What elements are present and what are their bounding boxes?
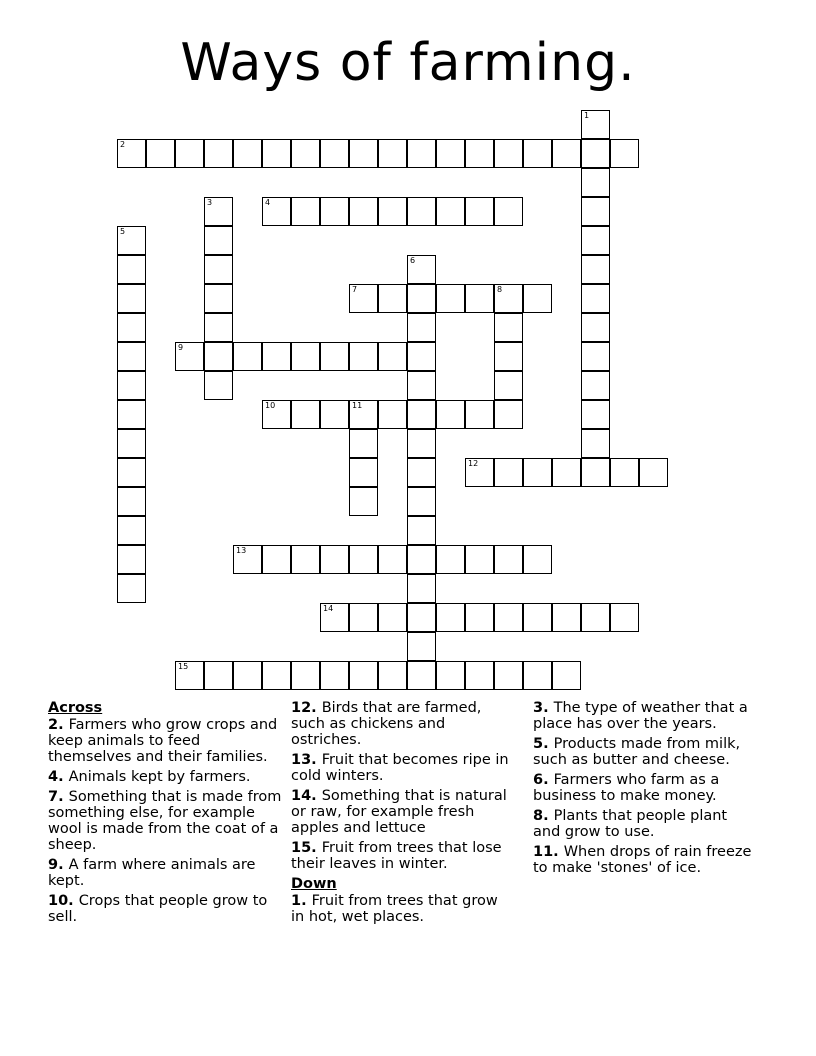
clue-item-text: Crops that people grow to sell. [48, 893, 268, 925]
grid-cell[interactable] [204, 197, 233, 226]
grid-cell[interactable] [494, 400, 523, 429]
grid-cell[interactable] [494, 139, 523, 168]
clue-item [48, 857, 286, 889]
grid-cell[interactable] [407, 313, 436, 342]
grid-cell[interactable] [378, 139, 407, 168]
clue-item-number: 6. [533, 772, 549, 788]
clue-item-text: Fruit that becomes ripe in cold winters. [291, 752, 509, 784]
clue-column-1 [48, 700, 286, 929]
clue-number: 11 [352, 401, 363, 410]
grid-cell[interactable] [117, 516, 146, 545]
grid-cell[interactable] [117, 429, 146, 458]
grid-cell[interactable] [262, 197, 291, 226]
grid-cell[interactable] [494, 371, 523, 400]
clue-item [533, 736, 753, 768]
grid-cell[interactable] [378, 603, 407, 632]
down-heading: Down [291, 876, 337, 892]
grid-cell[interactable] [204, 255, 233, 284]
clue-item-number: 4. [48, 769, 64, 785]
grid-cell[interactable] [349, 284, 378, 313]
grid-cell[interactable] [581, 110, 610, 139]
grid-cell[interactable] [494, 603, 523, 632]
grid-cell[interactable] [581, 458, 610, 487]
grid-cell[interactable] [436, 603, 465, 632]
grid-cell[interactable] [610, 603, 639, 632]
grid-cell[interactable] [552, 661, 581, 690]
clue-item [48, 769, 286, 785]
grid-cell[interactable] [320, 545, 349, 574]
grid-cell[interactable] [581, 226, 610, 255]
grid-cell[interactable] [494, 661, 523, 690]
grid-cell[interactable] [117, 545, 146, 574]
grid-cell[interactable] [523, 661, 552, 690]
grid-cell[interactable] [494, 284, 523, 313]
grid-cell[interactable] [465, 661, 494, 690]
clue-number: 5 [120, 227, 126, 236]
clue-item [291, 788, 513, 836]
grid-cell[interactable] [581, 255, 610, 284]
grid-cell[interactable] [407, 255, 436, 284]
grid-cell[interactable] [320, 661, 349, 690]
down-clue-list [291, 893, 513, 925]
grid-cell[interactable] [407, 574, 436, 603]
grid-cell[interactable] [349, 458, 378, 487]
clue-number: 1 [584, 111, 590, 120]
grid-cell[interactable] [262, 661, 291, 690]
across-clue-list-continued [291, 700, 513, 872]
grid-cell[interactable] [581, 139, 610, 168]
grid-cell[interactable] [407, 545, 436, 574]
grid-cell[interactable] [320, 603, 349, 632]
clue-number: 15 [178, 662, 189, 671]
grid-cell[interactable] [494, 342, 523, 371]
grid-cell[interactable] [204, 139, 233, 168]
clue-item-text: Fruit from trees that grow in hot, wet places. [291, 893, 498, 925]
clue-item-number: 2. [48, 717, 64, 733]
grid-cell[interactable] [291, 545, 320, 574]
grid-cell[interactable] [407, 487, 436, 516]
grid-cell[interactable] [465, 400, 494, 429]
grid-cell[interactable] [204, 284, 233, 313]
grid-cell[interactable] [610, 139, 639, 168]
clue-item-text: Farmers who grow crops and keep animals to feed themselves and their families. [48, 717, 278, 765]
grid-cell[interactable] [233, 139, 262, 168]
down-clue-list-continued [533, 700, 753, 876]
grid-cell[interactable] [378, 661, 407, 690]
grid-cell[interactable] [581, 284, 610, 313]
grid-cell[interactable] [581, 400, 610, 429]
clue-item [291, 700, 513, 748]
grid-cell[interactable] [262, 400, 291, 429]
grid-cell[interactable] [117, 313, 146, 342]
grid-cell[interactable] [291, 197, 320, 226]
grid-cell[interactable] [349, 197, 378, 226]
clue-number: 3 [207, 198, 213, 207]
clue-item [533, 772, 753, 804]
grid-cell[interactable] [581, 342, 610, 371]
grid-cell[interactable] [378, 342, 407, 371]
grid-cell[interactable] [523, 545, 552, 574]
grid-cell[interactable] [204, 342, 233, 371]
grid-cell[interactable] [204, 661, 233, 690]
grid-cell[interactable] [523, 139, 552, 168]
grid-cell[interactable] [465, 139, 494, 168]
grid-cell[interactable] [320, 139, 349, 168]
grid-cell[interactable] [494, 458, 523, 487]
clue-number: 14 [323, 604, 334, 613]
grid-cell[interactable] [494, 545, 523, 574]
grid-cell[interactable] [320, 197, 349, 226]
grid-cell[interactable] [117, 342, 146, 371]
grid-cell[interactable] [552, 458, 581, 487]
grid-cell[interactable] [291, 661, 320, 690]
clue-item-text: Birds that are farmed, such as chickens and ostriches. [291, 700, 482, 748]
grid-cell[interactable] [407, 632, 436, 661]
grid-cell[interactable] [407, 139, 436, 168]
grid-cell[interactable] [291, 400, 320, 429]
grid-cell[interactable] [436, 284, 465, 313]
grid-cell[interactable] [523, 284, 552, 313]
grid-cell[interactable] [581, 197, 610, 226]
clue-item-number: 11. [533, 844, 559, 860]
grid-cell[interactable] [523, 603, 552, 632]
clue-item-text: Something that is made from something else, for example wool is made from the coat of a sheep. [48, 789, 282, 853]
grid-cell[interactable] [465, 458, 494, 487]
grid-cell[interactable] [639, 458, 668, 487]
grid-cell[interactable] [291, 342, 320, 371]
clue-number: 8 [497, 285, 503, 294]
grid-cell[interactable] [436, 545, 465, 574]
grid-cell[interactable] [436, 400, 465, 429]
grid-cell[interactable] [407, 400, 436, 429]
grid-cell[interactable] [378, 197, 407, 226]
across-heading: Across [48, 700, 103, 716]
grid-cell[interactable] [117, 400, 146, 429]
grid-cell[interactable] [233, 545, 262, 574]
grid-cell[interactable] [117, 284, 146, 313]
grid-cell[interactable] [407, 661, 436, 690]
grid-cell[interactable] [494, 197, 523, 226]
clue-item-text: A farm where animals are kept. [48, 857, 256, 889]
grid-cell[interactable] [204, 313, 233, 342]
grid-cell[interactable] [117, 255, 146, 284]
clue-item-text: Fruit from trees that lose their leaves in winter. [291, 840, 502, 872]
grid-cell[interactable] [465, 603, 494, 632]
grid-cell[interactable] [349, 487, 378, 516]
grid-cell[interactable] [581, 371, 610, 400]
clue-item-text: Something that is natural or raw, for example fresh apples and lettuce [291, 788, 507, 836]
clue-item-text: Animals kept by farmers. [68, 769, 251, 785]
grid-cell[interactable] [349, 139, 378, 168]
grid-cell[interactable] [146, 139, 175, 168]
grid-cell[interactable] [407, 603, 436, 632]
clue-column-3 [533, 700, 753, 880]
grid-cell[interactable] [349, 661, 378, 690]
grid-cell[interactable] [407, 371, 436, 400]
grid-cell[interactable] [465, 197, 494, 226]
grid-cell[interactable] [581, 429, 610, 458]
grid-cell[interactable] [581, 168, 610, 197]
clue-number: 2 [120, 140, 126, 149]
grid-cell[interactable] [407, 516, 436, 545]
clue-number: 10 [265, 401, 276, 410]
clue-number: 7 [352, 285, 358, 294]
grid-cell[interactable] [233, 661, 262, 690]
grid-cell[interactable] [349, 400, 378, 429]
grid-cell[interactable] [175, 661, 204, 690]
clue-item [533, 844, 753, 876]
grid-cell[interactable] [465, 545, 494, 574]
grid-cell[interactable] [117, 574, 146, 603]
clue-column-2 [291, 700, 513, 929]
clue-item-text: Farmers who farm as a business to make money. [533, 772, 720, 804]
grid-cell[interactable] [465, 284, 494, 313]
grid-cell[interactable] [552, 603, 581, 632]
clue-item [291, 893, 513, 925]
clue-item-number: 7. [48, 789, 64, 805]
grid-cell[interactable] [175, 139, 204, 168]
grid-cell[interactable] [117, 458, 146, 487]
grid-cell[interactable] [117, 139, 146, 168]
grid-cell[interactable] [291, 139, 320, 168]
grid-cell[interactable] [349, 429, 378, 458]
grid-cell[interactable] [349, 603, 378, 632]
grid-cell[interactable] [320, 400, 349, 429]
clue-number: 4 [265, 198, 271, 207]
grid-cell[interactable] [552, 139, 581, 168]
grid-cell[interactable] [407, 197, 436, 226]
clue-item-text: When drops of rain freeze to make 'stones' of ice. [533, 844, 752, 876]
clue-item-number: 1. [291, 893, 307, 909]
clue-item [291, 752, 513, 784]
grid-cell[interactable] [581, 313, 610, 342]
clue-item-number: 3. [533, 700, 549, 716]
grid-cell[interactable] [349, 342, 378, 371]
grid-cell[interactable] [407, 342, 436, 371]
grid-cell[interactable] [204, 371, 233, 400]
grid-cell[interactable] [523, 458, 552, 487]
clue-item-text: Products made from milk, such as butter and cheese. [533, 736, 741, 768]
grid-cell[interactable] [436, 139, 465, 168]
grid-cell[interactable] [494, 313, 523, 342]
clue-item [533, 700, 753, 732]
grid-cell[interactable] [204, 226, 233, 255]
clue-number: 12 [468, 459, 479, 468]
puzzle-title: Ways of farming. [180, 33, 636, 93]
grid-cell[interactable] [320, 342, 349, 371]
grid-cell[interactable] [407, 429, 436, 458]
clue-item-text: Plants that people plant and grow to use. [533, 808, 728, 840]
grid-cell[interactable] [262, 545, 291, 574]
grid-cell[interactable] [262, 139, 291, 168]
clue-item-number: 15. [291, 840, 317, 856]
grid-cell[interactable] [349, 545, 378, 574]
clue-number: 13 [236, 546, 247, 555]
grid-cell[interactable] [378, 400, 407, 429]
clue-number: 6 [410, 256, 416, 265]
clue-item-number: 8. [533, 808, 549, 824]
grid-cell[interactable] [117, 371, 146, 400]
across-clue-list [48, 717, 286, 925]
clue-item [48, 717, 286, 765]
clue-item [48, 893, 286, 925]
grid-cell[interactable] [175, 342, 204, 371]
clue-item-number: 10. [48, 893, 74, 909]
grid-cell[interactable] [233, 342, 262, 371]
grid-cell[interactable] [436, 661, 465, 690]
grid-cell[interactable] [262, 342, 291, 371]
clue-item [533, 808, 753, 840]
grid-cell[interactable] [378, 545, 407, 574]
clue-item-number: 14. [291, 788, 317, 804]
grid-cell[interactable] [117, 487, 146, 516]
clue-item [291, 840, 513, 872]
grid-cell[interactable] [581, 603, 610, 632]
grid-cell[interactable] [436, 197, 465, 226]
grid-cell[interactable] [407, 284, 436, 313]
grid-cell[interactable] [117, 226, 146, 255]
grid-cell[interactable] [407, 458, 436, 487]
clue-item-number: 5. [533, 736, 549, 752]
clue-item [48, 789, 286, 853]
clue-item-number: 13. [291, 752, 317, 768]
grid-cell[interactable] [610, 458, 639, 487]
clue-item-number: 12. [291, 700, 317, 716]
grid-cell[interactable] [378, 284, 407, 313]
clue-item-text: The type of weather that a place has over the years. [533, 700, 748, 732]
clue-item-number: 9. [48, 857, 64, 873]
clue-number: 9 [178, 343, 184, 352]
